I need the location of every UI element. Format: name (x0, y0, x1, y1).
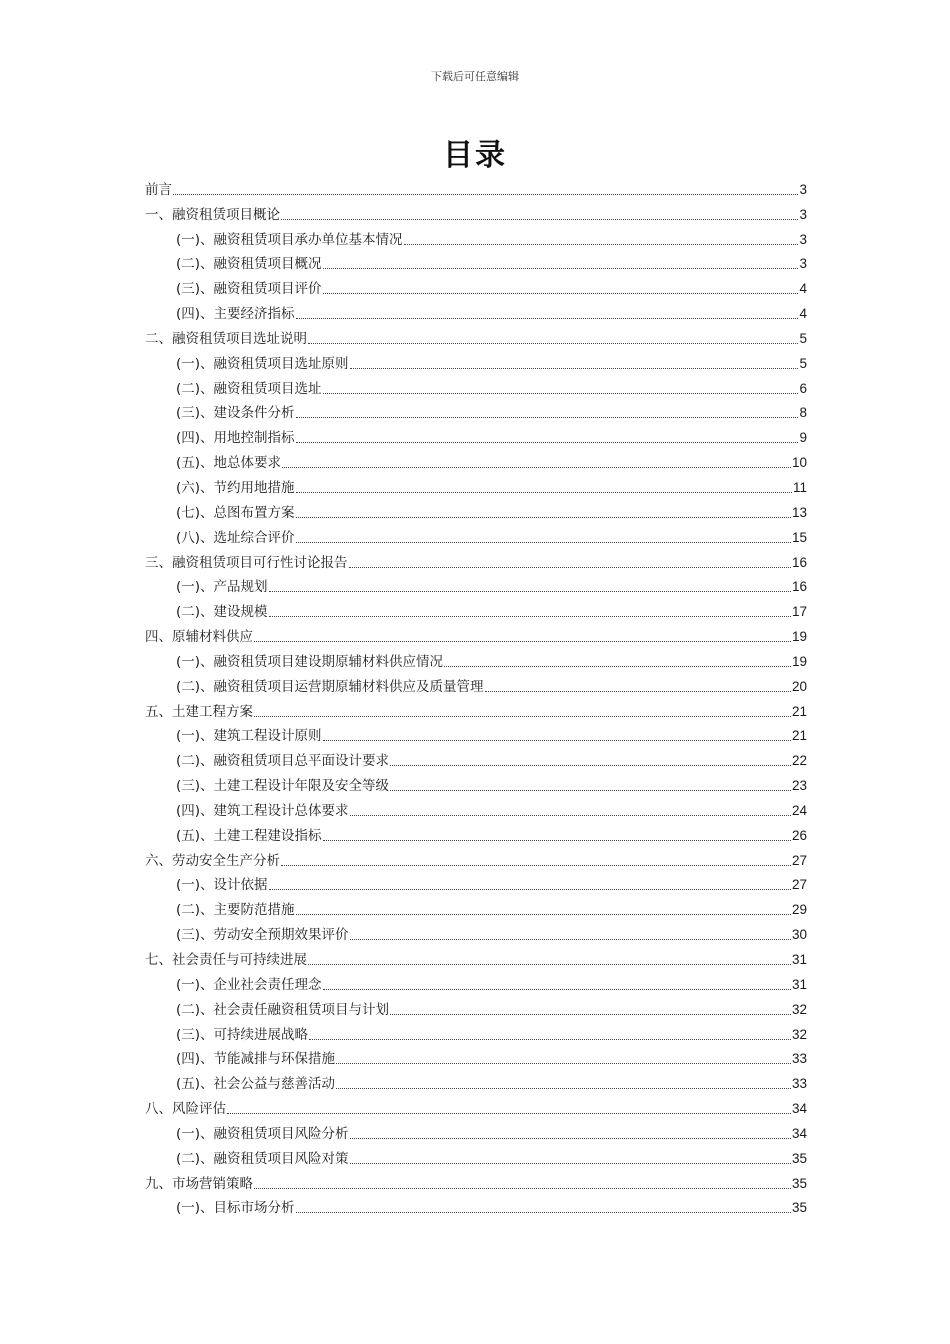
dot-leader (390, 790, 791, 791)
table-of-contents (145, 174, 807, 1217)
dot-leader (390, 1014, 791, 1015)
dot-leader (282, 467, 791, 468)
toc-entry-title: 一、融资租赁项目概论 (145, 206, 280, 223)
toc-subentry[interactable] (145, 721, 807, 746)
toc-entry-title: (五)、地总体要求 (176, 455, 282, 472)
toc-entry-title: (二)、建设规模 (176, 604, 268, 621)
toc-page-number: 21 (791, 728, 807, 744)
toc-subentry[interactable] (145, 919, 807, 944)
toc-entry[interactable] (145, 696, 807, 721)
toc-entry[interactable] (145, 845, 807, 870)
toc-page-number: 20 (791, 678, 807, 694)
dot-leader (254, 716, 791, 717)
toc-subentry[interactable] (145, 249, 807, 274)
toc-entry-title: (四)、节能减排与环保措施 (176, 1051, 336, 1068)
toc-entry-title: (四)、用地控制指标 (176, 430, 295, 447)
dot-leader (350, 939, 791, 940)
toc-subentry[interactable] (145, 894, 807, 919)
dot-leader (323, 293, 799, 294)
toc-subentry[interactable] (145, 1068, 807, 1093)
toc-page-number: 15 (791, 529, 807, 545)
toc-entry-title: (一)、产品规划 (176, 579, 268, 596)
toc-subentry[interactable] (145, 596, 807, 621)
toc-page-number: 19 (791, 629, 807, 645)
toc-entry-title: 五、土建工程方案 (145, 703, 253, 720)
toc-entry-title: (七)、总图布置方案 (176, 504, 295, 521)
toc-entry-title: (五)、社会公益与慈善活动 (176, 1076, 336, 1093)
toc-entry-title: (三)、劳动安全预期效果评价 (176, 927, 349, 944)
toc-page-number: 3 (799, 181, 807, 197)
toc-entry-title: (二)、主要防范措施 (176, 902, 295, 919)
toc-page-number: 35 (791, 1150, 807, 1166)
dot-leader (227, 1113, 791, 1114)
toc-page-number: 11 (792, 479, 807, 495)
dot-leader (269, 889, 791, 890)
toc-page-number: 26 (791, 827, 807, 843)
dot-leader (444, 666, 791, 667)
toc-page-number: 5 (799, 330, 807, 346)
toc-subentry[interactable] (145, 795, 807, 820)
toc-entry-title: 九、市场营销策略 (145, 1175, 253, 1192)
toc-page-number: 16 (791, 554, 807, 570)
dot-leader (296, 914, 791, 915)
toc-subentry[interactable] (145, 870, 807, 895)
dot-leader (296, 442, 799, 443)
toc-subentry[interactable] (145, 994, 807, 1019)
toc-subentry[interactable] (145, 1118, 807, 1143)
dot-leader (254, 641, 791, 642)
toc-page-number: 17 (791, 604, 807, 620)
toc-page-number: 16 (791, 579, 807, 595)
toc-entry-title: (二)、融资租赁项目运营期原辅材料供应及质量管理 (176, 678, 484, 695)
toc-page-number: 6 (799, 380, 807, 396)
dot-leader (336, 1063, 791, 1064)
dot-leader (296, 542, 791, 543)
toc-subentry[interactable] (145, 1019, 807, 1044)
dot-leader (309, 1039, 791, 1040)
toc-page-number: 29 (791, 902, 807, 918)
dot-leader (254, 1188, 791, 1189)
toc-page-number: 8 (799, 405, 807, 421)
toc-entry-title: 前言 (145, 181, 172, 198)
toc-subentry[interactable] (145, 572, 807, 597)
toc-page-number: 34 (791, 1101, 807, 1117)
toc-page-number: 3 (799, 206, 807, 222)
dot-leader (296, 1212, 791, 1213)
toc-entry-title: (三)、可持续进展战略 (176, 1026, 309, 1043)
dot-leader (349, 567, 791, 568)
toc-entry[interactable] (145, 1093, 807, 1118)
dot-leader (323, 268, 799, 269)
dot-leader (323, 989, 791, 990)
toc-subentry[interactable] (145, 273, 807, 298)
dot-leader (323, 840, 791, 841)
toc-page-number: 33 (791, 1051, 807, 1067)
toc-page-number: 31 (791, 952, 807, 967)
toc-entry-title: (二)、融资租赁项目风险对策 (176, 1150, 349, 1167)
toc-entry-title: (一)、设计依据 (176, 877, 268, 894)
toc-page-number: 22 (791, 753, 807, 769)
dot-leader (323, 740, 791, 741)
toc-page-number: 9 (799, 430, 807, 446)
dot-leader (350, 1138, 791, 1139)
toc-page-number: 19 (791, 653, 807, 669)
toc-subentry[interactable] (145, 422, 807, 447)
toc-entry[interactable] (145, 323, 807, 348)
toc-entry-title: (二)、融资租赁项目概况 (176, 256, 322, 273)
toc-title: 目录 (443, 138, 507, 173)
toc-page-number: 33 (791, 1076, 807, 1092)
dot-leader (296, 417, 799, 418)
toc-entry-title: (四)、建筑工程设计总体要求 (176, 802, 349, 819)
toc-entry[interactable] (145, 174, 807, 199)
toc-page-number: 30 (791, 927, 807, 943)
toc-subentry[interactable] (145, 298, 807, 323)
toc-page-number: 13 (791, 504, 807, 520)
dot-leader (308, 964, 791, 965)
toc-subentry[interactable] (145, 373, 807, 398)
dot-leader (404, 244, 799, 245)
dot-leader (296, 492, 792, 493)
toc-entry-title: (八)、选址综合评价 (176, 529, 295, 546)
toc-subentry[interactable] (145, 745, 807, 770)
toc-subentry[interactable] (145, 398, 807, 423)
toc-page-number: 35 (791, 1200, 807, 1216)
dot-leader (281, 219, 798, 220)
toc-entry[interactable] (145, 547, 807, 572)
toc-page-number: 32 (791, 1001, 807, 1017)
toc-page-number: 34 (791, 1125, 807, 1141)
toc-entry-title: 七、社会责任与可持续进展 (145, 952, 307, 968)
toc-page-number: 27 (791, 877, 807, 893)
toc-entry-title: (一)、融资租赁项目建设期原辅材料供应情况 (176, 653, 444, 670)
toc-page-number: 4 (799, 281, 807, 297)
toc-subentry[interactable] (145, 1143, 807, 1168)
toc-page-number: 5 (799, 355, 807, 371)
dot-leader (308, 343, 798, 344)
toc-page-number: 27 (791, 852, 807, 868)
dot-leader (269, 591, 791, 592)
toc-page-number: 24 (791, 802, 807, 818)
toc-page-number: 23 (791, 778, 807, 794)
toc-entry-title: (三)、建设条件分析 (176, 405, 295, 422)
toc-subentry[interactable] (145, 447, 807, 472)
toc-entry-title: (二)、社会责任融资租赁项目与计划 (176, 1001, 390, 1018)
toc-entry-title: (二)、融资租赁项目总平面设计要求 (176, 753, 390, 770)
toc-entry[interactable] (145, 199, 807, 224)
toc-entry-title: (一)、建筑工程设计原则 (176, 728, 322, 745)
toc-subentry[interactable] (145, 820, 807, 845)
toc-page-number: 35 (791, 1175, 807, 1191)
toc-entry-title: (六)、节约用地措施 (176, 479, 295, 496)
toc-entry-title: (五)、土建工程建设指标 (176, 827, 322, 844)
toc-entry-title: (一)、融资租赁项目承办单位基本情况 (176, 231, 403, 248)
dot-leader (173, 194, 798, 195)
dot-leader (350, 368, 799, 369)
toc-subentry[interactable] (145, 1044, 807, 1069)
toc-entry-title: 六、劳动安全生产分析 (145, 852, 280, 869)
dot-leader (323, 393, 799, 394)
toc-entry-title: (三)、融资租赁项目评价 (176, 281, 322, 298)
toc-subentry[interactable] (145, 1193, 807, 1218)
toc-page-number: 32 (791, 1026, 807, 1042)
toc-subentry[interactable] (145, 224, 807, 249)
dot-leader (281, 865, 791, 866)
toc-subentry[interactable] (145, 671, 807, 696)
toc-entry-title: (四)、主要经济指标 (176, 306, 295, 323)
toc-subentry[interactable] (145, 522, 807, 547)
toc-entry-title: (一)、企业社会责任理念 (176, 976, 322, 993)
toc-entry[interactable] (145, 621, 807, 646)
dot-leader (336, 1088, 791, 1089)
dot-leader (390, 765, 791, 766)
toc-subentry[interactable] (145, 472, 807, 497)
toc-page-number: 21 (791, 703, 807, 719)
dot-leader (350, 1163, 791, 1164)
toc-entry-title: (一)、目标市场分析 (176, 1200, 295, 1217)
dot-leader (485, 691, 791, 692)
toc-entry-title: 四、原辅材料供应 (145, 629, 253, 646)
toc-subentry[interactable] (145, 497, 807, 522)
toc-entry-title: (一)、融资租赁项目风险分析 (176, 1125, 349, 1142)
page-header: 下载后可任意编辑 (431, 70, 519, 83)
toc-entry-title: 二、融资租赁项目选址说明 (145, 330, 307, 347)
toc-entry[interactable] (145, 1168, 807, 1193)
toc-entry[interactable] (145, 944, 807, 969)
dot-leader (296, 517, 791, 518)
toc-entry-title: (一)、融资租赁项目选址原则 (176, 355, 349, 372)
toc-entry-title: 八、风险评估 (145, 1101, 226, 1118)
toc-page-number: 4 (799, 306, 807, 322)
dot-leader (269, 616, 791, 617)
dot-leader (296, 318, 799, 319)
dot-leader (350, 815, 791, 816)
toc-subentry[interactable] (145, 646, 807, 671)
toc-entry-title: (三)、土建工程设计年限及安全等级 (176, 778, 390, 795)
toc-page-number: 10 (791, 455, 807, 471)
toc-page-number: 31 (791, 976, 807, 992)
toc-page-number: 3 (799, 256, 807, 272)
toc-entry-title: (二)、融资租赁项目选址 (176, 380, 322, 397)
toc-subentry[interactable] (145, 348, 807, 373)
toc-subentry[interactable] (145, 969, 807, 994)
toc-subentry[interactable] (145, 770, 807, 795)
toc-entry-title: 三、融资租赁项目可行性讨论报告 (145, 554, 348, 571)
toc-page-number: 3 (799, 231, 807, 247)
